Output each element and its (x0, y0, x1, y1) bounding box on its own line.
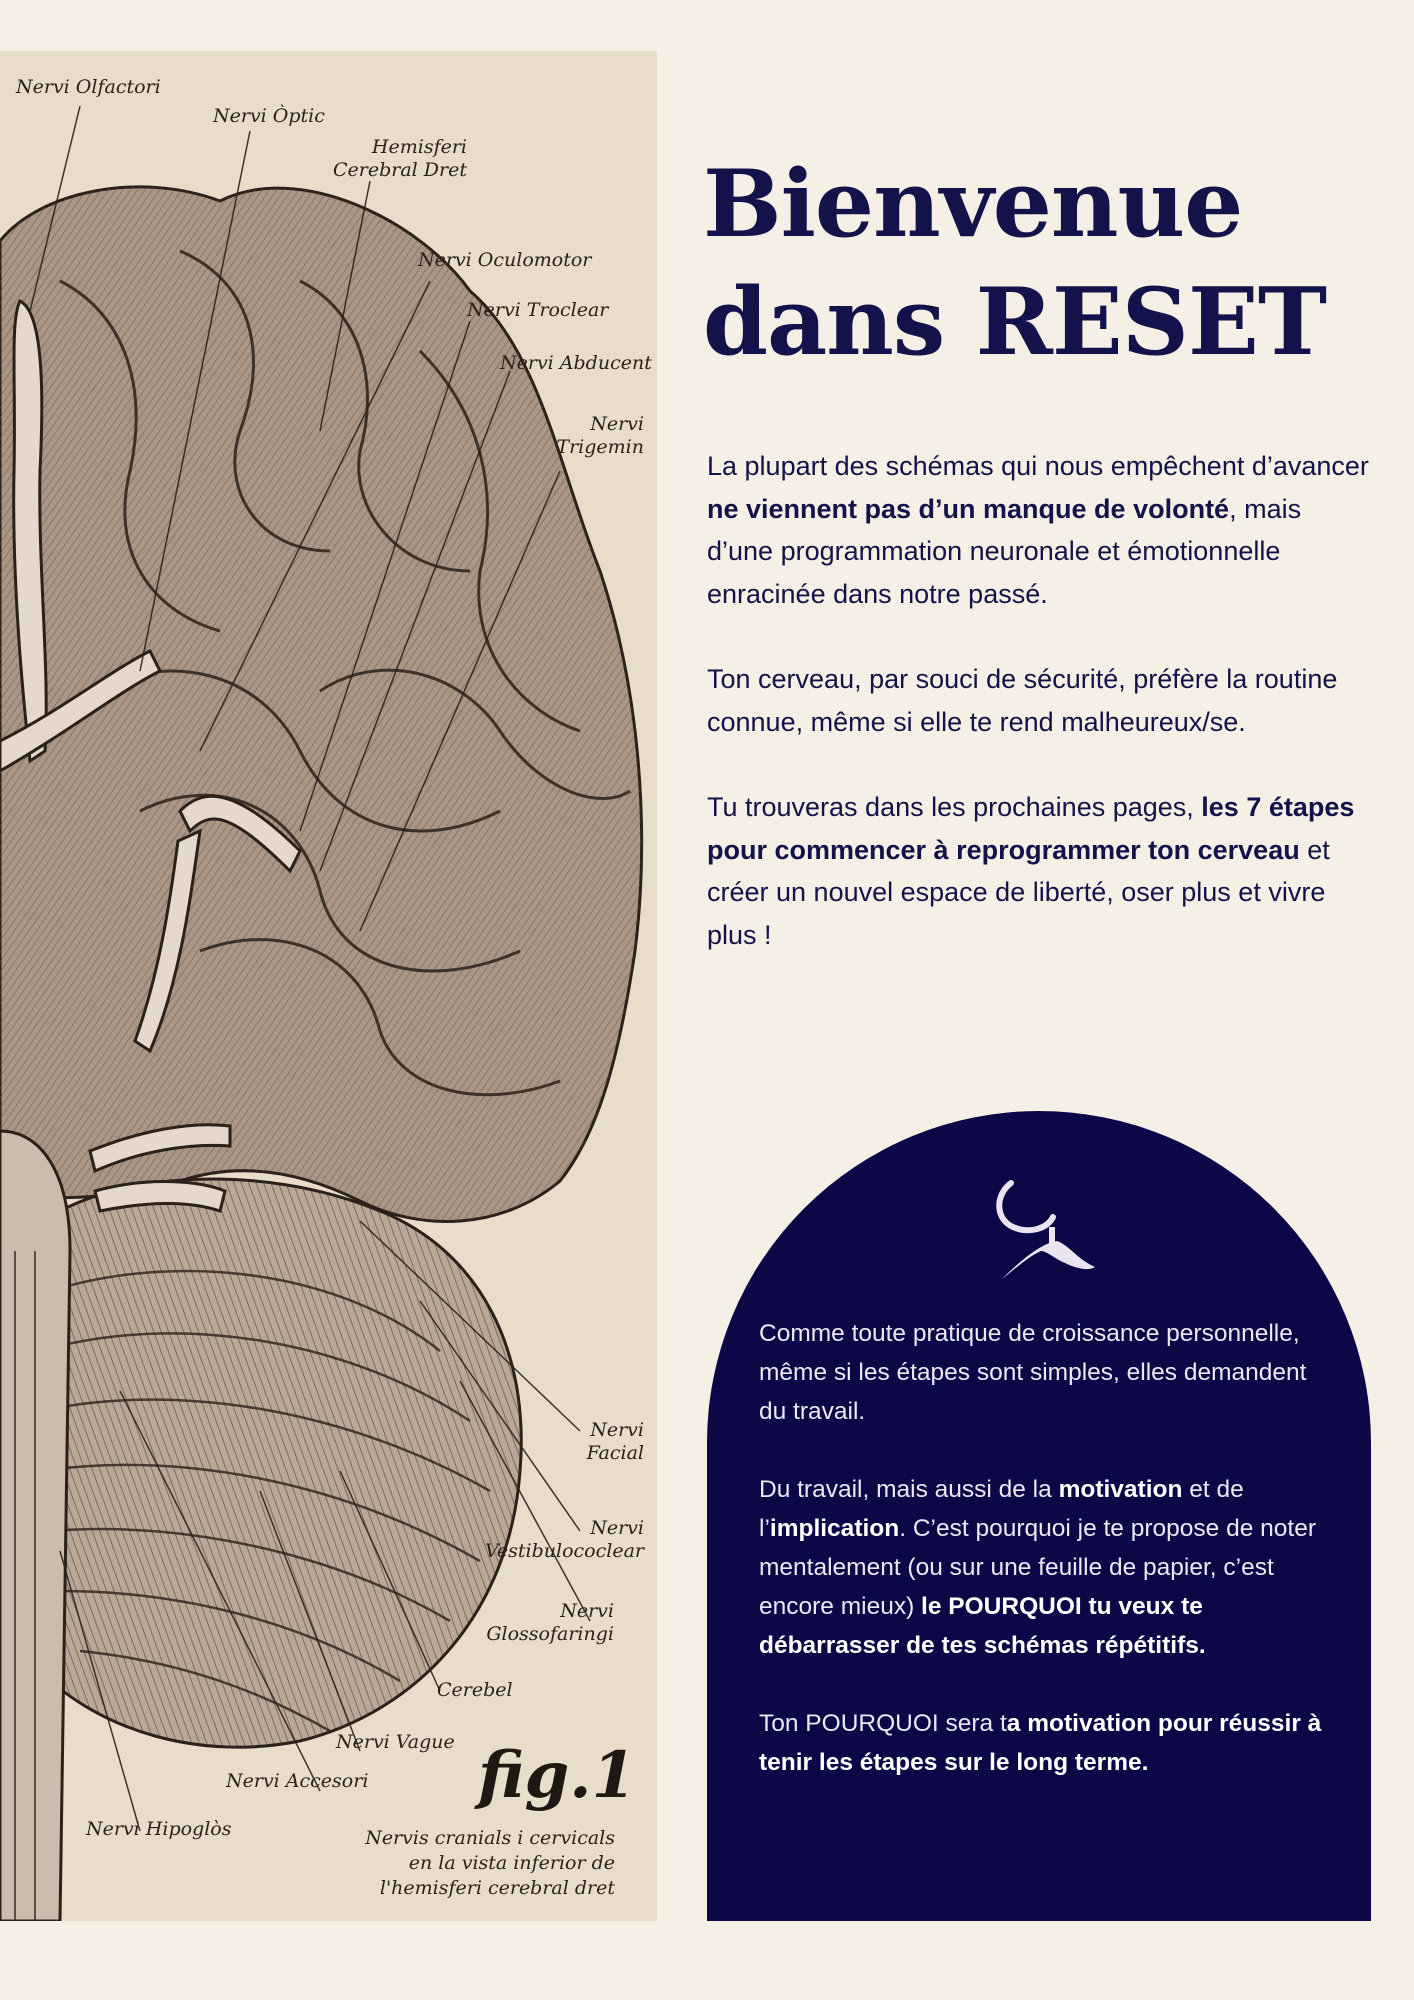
label-nervi-abducent: Nervi Abducent (500, 352, 652, 374)
intro-p1-emphasis: ne viennent pas d’un manque de volonté (707, 493, 1230, 524)
figure-caption-line: Nervis cranials i cervicals (365, 1827, 615, 1849)
label-nervi-glossofaringi-2: Glossofaringi (486, 1623, 614, 1645)
card-paragraph-2 (759, 1470, 1329, 1665)
label-nervi-trigemin-2: Trigemin (556, 436, 644, 458)
label-nervi-optic: Nervi Òptic (213, 105, 325, 127)
figure-caption-line: en la vista inferior de (408, 1852, 615, 1874)
card-p2-pourquoi: le POURQUOI tu veux te débarrasser de tes schémas répétitifs. (759, 1593, 1206, 1659)
label-cerebel: Cerebel (437, 1679, 513, 1701)
intro-paragraph-1 (707, 445, 1372, 615)
intro-paragraph-3 (707, 786, 1372, 956)
label-nervi-troclear: Nervi Troclear (467, 299, 609, 321)
intro-p1-text-end: , mais d’une programmation neuronale et émotionnelle enracinée dans notre passé. (707, 493, 1302, 609)
intro-p3-emphasis: les 7 étapes pour commencer à reprogrammer ton cerveau (707, 792, 1355, 865)
label-nervi-hipoglos: Nervi Hipoglòs (86, 1818, 232, 1840)
card-paragraph-1: Comme toute pratique de croissance personnelle, même si les étapes sont simples, elles demandent du travail. (759, 1320, 1307, 1425)
intro-p3-text: Tu trouveras dans les prochaines pages, (707, 792, 1202, 822)
label-hemisferi-2: Cerebral Dret (333, 159, 467, 181)
card-p2-text-3: . C’est pourquoi je te propose de noter mentalement (ou sur une feuille de papier, c’est encore mieux) (759, 1515, 1316, 1620)
intro-text (707, 445, 1372, 999)
label-nervi-trigemin-1: Nervi (590, 413, 644, 435)
intro-paragraph-2: Ton cerveau, par souci de sécurité, préfère la routine connue, même si elle te rend malheureux/se. (707, 664, 1338, 737)
card-p2-implication: implication (769, 1515, 900, 1542)
label-nervi-vestibulococlear-2: Vestibulococlear (484, 1540, 644, 1562)
label-nervi-vestibulococlear-1: Nervi (590, 1517, 644, 1539)
figure-number: fig.1 (478, 1738, 637, 1813)
card-p3-text: Ton POURQUOI sera t (759, 1710, 1007, 1737)
intro-p3-text-end: et créer un nouvel espace de liberté, oser plus et vivre plus ! (707, 834, 1330, 950)
card-text (759, 1314, 1329, 1821)
card-p2-motivation: motivation (1058, 1476, 1183, 1503)
page-title-line: dans RESET (703, 267, 1327, 376)
label-nervi-vague: Nervi Vague (336, 1731, 455, 1753)
reset-logo-icon (977, 1171, 1112, 1289)
page-title-line: Bienvenue (703, 149, 1243, 258)
label-nervi-oculomotor: Nervi Oculomotor (418, 249, 592, 271)
figure-caption (295, 1826, 615, 1901)
label-nervi-olfactori: Nervi Olfactori (16, 76, 161, 98)
card-p2-text-2: et de l’ (759, 1476, 1244, 1542)
label-nervi-accesori: Nervi Accesori (226, 1770, 369, 1792)
intro-p1-text: La plupart des schémas qui nous empêchent d’avancer (707, 451, 1369, 481)
card-p3-emphasis: a motivation pour réussir à tenir les étapes sur le long terme. (759, 1710, 1322, 1776)
card-paragraph-3 (759, 1704, 1329, 1782)
motivation-card (707, 1111, 1371, 1921)
label-nervi-facial-2: Facial (586, 1442, 644, 1464)
figure-caption-line: l'hemisferi cerebral dret (379, 1877, 615, 1899)
label-nervi-facial-1: Nervi (590, 1419, 644, 1441)
brain-illustration (0, 51, 657, 1921)
card-p2-text: Du travail, mais aussi de la (759, 1476, 1059, 1503)
label-hemisferi-1: Hemisferi (371, 136, 467, 158)
page-title (703, 145, 1393, 381)
label-nervi-glossofaringi-1: Nervi (560, 1600, 614, 1622)
